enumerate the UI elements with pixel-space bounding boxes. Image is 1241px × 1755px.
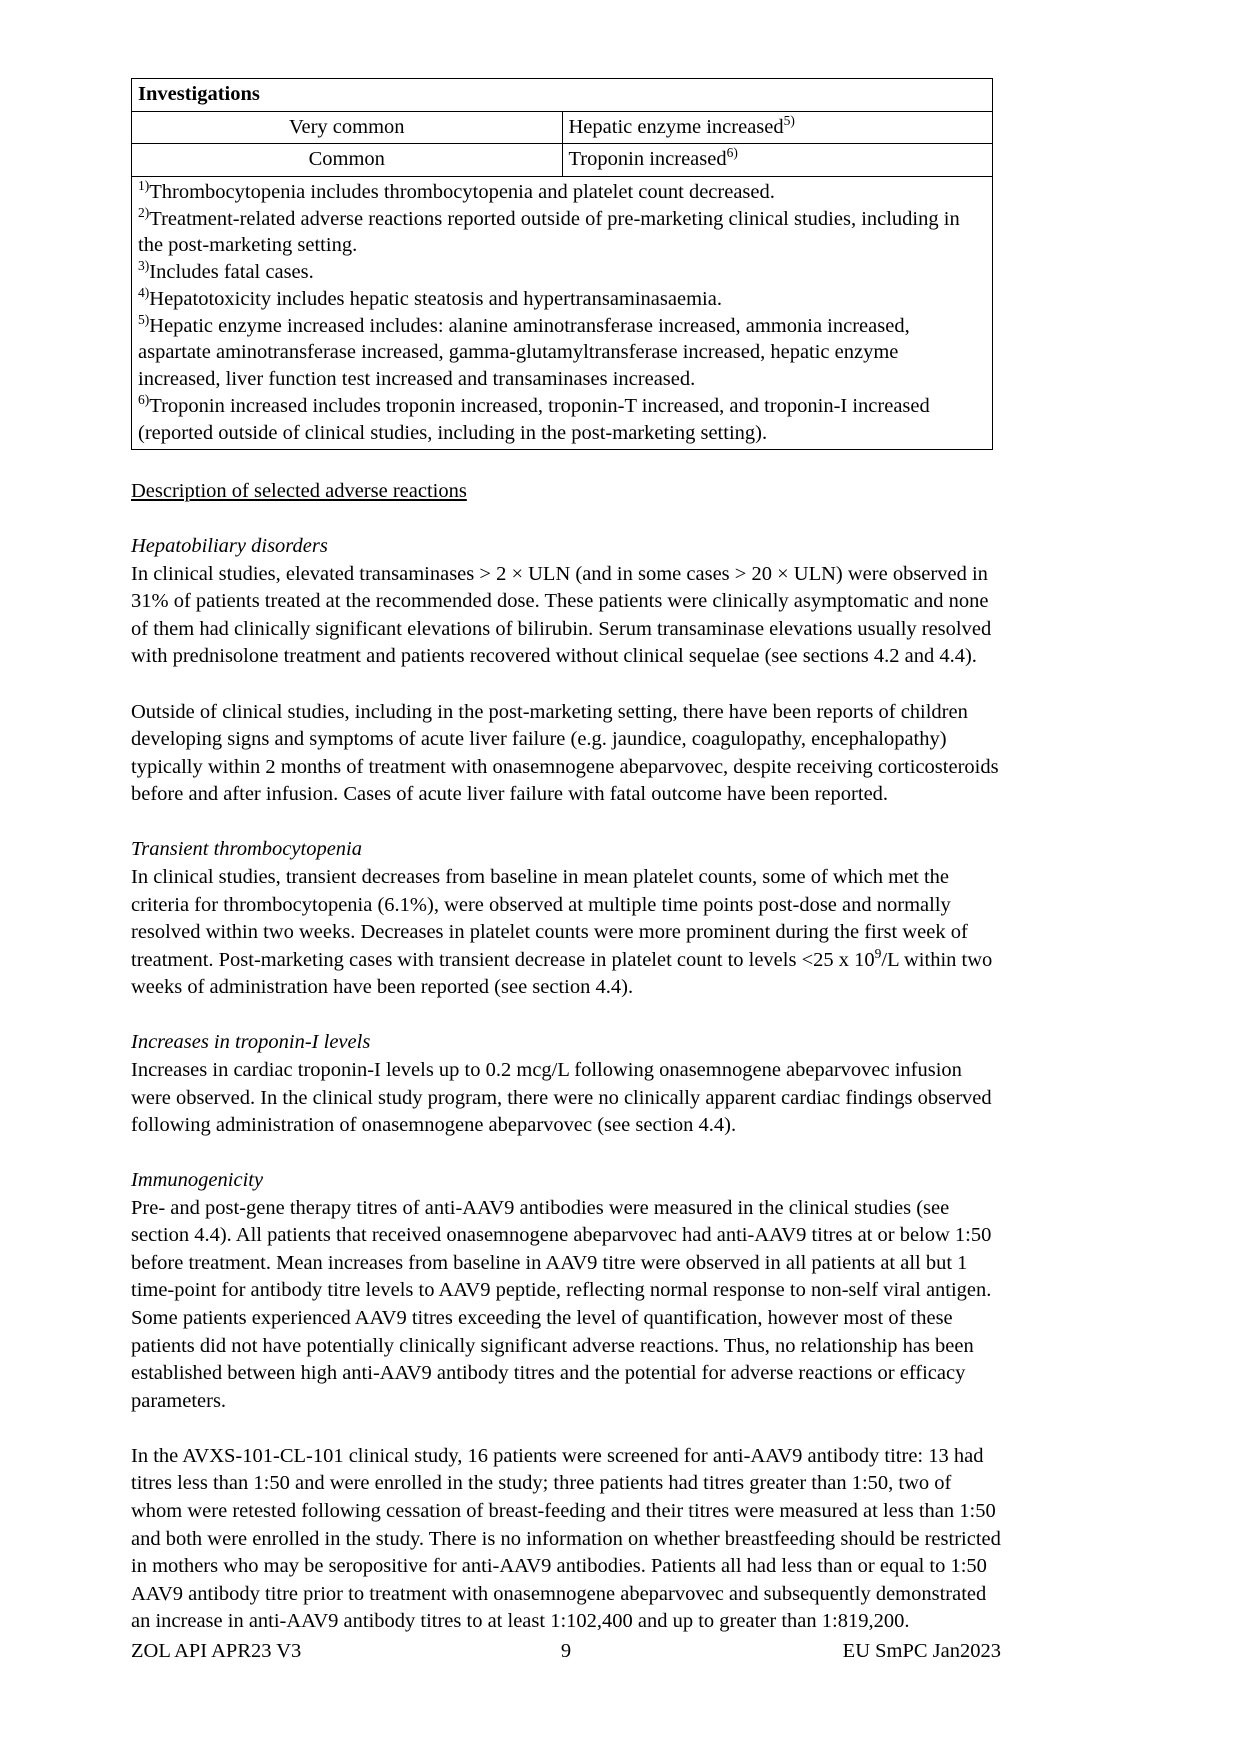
- subhead-thrombocytopenia: Transient thrombocytopenia: [131, 838, 362, 861]
- footnote-marker: 3): [138, 258, 150, 274]
- term-cell: [562, 111, 993, 144]
- paragraph-hepatobiliary-2: Outside of clinical studies, including in the post-marketing setting, there have been reports of children developing signs and symptoms of acute liver failure (e.g. jaundice, coagulopathy, encephalopathy) typically within 2 months of treatment with onasemnogene abeparvovec, despite receiving corticosteroids before and after infusion. Cases of acute liver failure with fatal outcome have been reported.: [131, 700, 999, 806]
- paragraph-text-part1: In clinical studies, transient decreases from baseline in mean platelet counts, some of which met the criteria for thrombocytopenia (6.1%), were observed at multiple time points post-dose and normally resolved within two weeks. Decreases in platelet counts were more prominent during the first week of treatment. Post-marketing cases with transient decrease in platelet count to levels <25 x 10: [131, 865, 968, 971]
- footnote-item: [138, 206, 986, 260]
- footnote-text: Troponin increased includes troponin increased, troponin-T increased, and troponin-I increased (reported outside of clinical studies, including in the post-marketing setting).: [138, 394, 930, 444]
- paragraph-hepatobiliary-1: In clinical studies, elevated transaminases > 2 × ULN (and in some cases > 20 × ULN) were observed in 31% of patients treated at the recommended dose. These patients were clinically asymptomatic and none of them had clinically significant elevations of bilirubin. Serum transaminase elevations usually resolved with prednisolone treatment and patients recovered without clinical sequelae (see sections 4.2 and 4.4).: [131, 562, 992, 668]
- footnote-text: Hepatotoxicity includes hepatic steatosis and hypertransaminasaemia.: [149, 287, 722, 310]
- footnote-marker: 1): [138, 178, 150, 194]
- footnotes-cell: [132, 176, 993, 450]
- spacer: [131, 450, 1001, 478]
- term-label: Hepatic enzyme increased: [568, 115, 784, 138]
- spacer: [131, 1002, 1001, 1030]
- footnote-text: Includes fatal cases.: [149, 261, 314, 284]
- footnote-marker: 2): [138, 204, 150, 220]
- paragraph-immunogenicity-1: Pre- and post-gene therapy titres of anti-AAV9 antibodies were measured in the clinical studies (see section 4.4). All patients that received onasemnogene abeparvovec had anti-AAV9 titres at or below 1:50 before treatment. Mean increases from baseline in AAV9 titre were observed in all patients at all but 1 time-point for antibody titre levels to AAV9 peptide, reflecting normal response to non-self viral antigen. Some patients experienced AAV9 titres exceeding the level of quantification, however most of these patients did not have potentially clinically significant adverse reactions. Thus, no relationship has been established between high anti-AAV9 antibody titres and the potential for adverse reactions or efficacy parameters.: [131, 1196, 992, 1412]
- table-row-soc-header: [132, 79, 993, 112]
- paragraph-immunogenicity-2: In the AVXS-101-CL-101 clinical study, 16 patients were screened for anti-AAV9 antibody titre: 13 had titres less than 1:50 and were enrolled in the study; three patients had titres greater than 1:50, two of whom were retested following cessation of breast-feeding and their titres were measured at less than 1:50 and both were enrolled in the study. There is no information on whether breastfeeding should be restricted in mothers who may be seropositive for anti-AAV9 antibodies. Patients all had less than or equal to 1:50 AAV9 antibody titre prior to treatment with onasemnogene abeparvovec and subsequently demonstrated an increase in anti-AAV9 antibody titres to at least 1:102,400 and up to greater than 1:819,200.: [131, 1444, 1001, 1633]
- footnote-item: [138, 313, 986, 393]
- footnote-item: [138, 393, 986, 447]
- footer-source-label: EU SmPC Jan2023: [842, 1640, 1001, 1662]
- footnote-marker: 5): [138, 311, 150, 327]
- footnote-item: [138, 286, 986, 313]
- subhead-troponin: Increases in troponin-I levels: [131, 1031, 371, 1054]
- footer-document-code: ZOL API APR23 V3: [131, 1640, 302, 1662]
- table-row: [132, 111, 993, 144]
- soc-header-cell: Investigations: [132, 79, 993, 112]
- footnote-item: [138, 179, 986, 206]
- term-label: Troponin increased: [568, 148, 727, 171]
- page-footer: [131, 1640, 1001, 1663]
- table-row-footnotes: [132, 176, 993, 450]
- footnote-text: Hepatic enzyme increased includes: alanine aminotransferase increased, ammonia increased, aspartate aminotransferase increased, gamma-glutamyltransferase increased, hepatic enzyme increased, liver function test increased and transaminases increased.: [138, 314, 910, 391]
- body-content: [131, 450, 1001, 1635]
- footnote-marker: 4): [138, 285, 150, 301]
- spacer: [131, 1140, 1001, 1168]
- table-row: [132, 144, 993, 177]
- footnote-marker: 5): [783, 112, 795, 128]
- footnote-marker: 6): [138, 392, 150, 408]
- exponent-superscript: 9: [874, 945, 882, 961]
- paragraph-thrombocytopenia: [131, 864, 1001, 1002]
- subhead-immunogenicity: Immunogenicity: [131, 1169, 264, 1192]
- footer-page-number: 9: [560, 1640, 572, 1662]
- paragraph-text-part2: /L within two weeks of administration have been reported (see section 4.4).: [131, 948, 993, 999]
- spacer: [131, 506, 1001, 534]
- term-cell: [562, 144, 993, 177]
- frequency-cell: Common: [132, 144, 563, 177]
- footnote-text: Treatment-related adverse reactions reported outside of pre-marketing clinical studies, including in the post-marketing setting.: [138, 207, 960, 257]
- adverse-reactions-table: [131, 78, 993, 450]
- footnote-text: Thrombocytopenia includes thrombocytopenia and platelet count decreased.: [149, 180, 775, 203]
- footnote-marker: 6): [726, 145, 738, 161]
- paragraph-troponin: Increases in cardiac troponin-I levels up to 0.2 mcg/L following onasemnogene abeparvovec infusion were observed. In the clinical study program, there were no clinically apparent cardiac findings observed following administration of onasemnogene abeparvovec (see section 4.4).: [131, 1058, 992, 1137]
- frequency-cell: Very common: [132, 111, 563, 144]
- subhead-hepatobiliary: Hepatobiliary disorders: [131, 535, 328, 558]
- spacer: [131, 809, 1001, 837]
- section-heading: Description of selected adverse reactions: [131, 480, 467, 503]
- footnote-item: [138, 259, 986, 286]
